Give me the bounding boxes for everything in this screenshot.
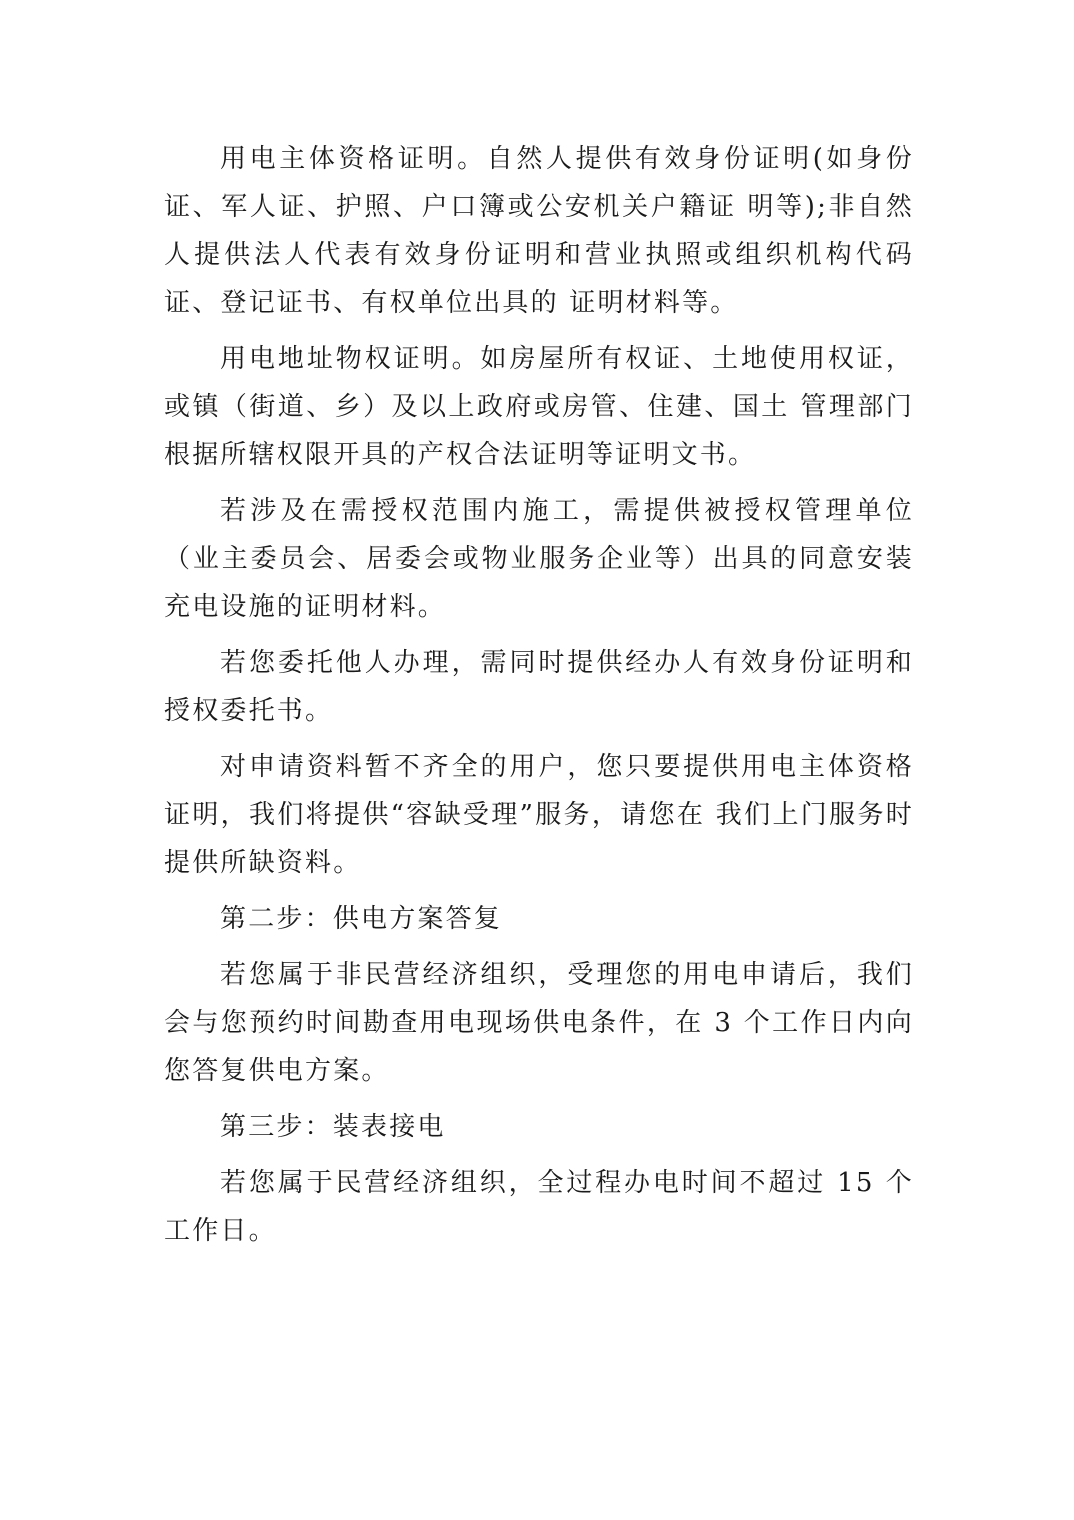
step3-text: 若您属于民营经济组织，全过程办电时间不超过 15 个工作日。 <box>164 1168 914 1246</box>
document-body <box>164 135 914 1255</box>
paragraph-tolerance-acceptance: 对申请资料暂不齐全的用户，您只要提供用电主体资格证明，我们将提供“容缺受理”服务，请您在 我们上门服务时提供所缺资料。 <box>164 752 914 878</box>
step2-text: 若您属于非民营经济组织，受理您的用电申请后，我们会与您预约时间勘查用电现场供电条件，在 3 个工作日内向您答复供电方案。 <box>164 960 914 1086</box>
paragraph-authorization-scope: 若涉及在需授权范围内施工，需提供被授权管理单位（业主委员会、居委会或物业服务企业等）出具的同意安装充电设施的证明材料。 <box>164 496 914 622</box>
step3-heading: 第三步：装表接电 <box>220 1112 446 1142</box>
paragraph-property-proof: 用电地址物权证明。如房屋所有权证、土地使用权证，或镇（街道、乡）及以上政府或房管、住建、国土 管理部门根据所辖权限开具的产权合法证明等证明文书。 <box>164 344 914 470</box>
step2-heading: 第二步：供电方案答复 <box>220 904 503 934</box>
paragraph-entrusted-agent: 若您委托他人办理，需同时提供经办人有效身份证明和授权委托书。 <box>164 648 914 726</box>
paragraph-subject-qualification: 用电主体资格证明。自然人提供有效身份证明(如身份证、军人证、护照、户口簿或公安机关户籍证 明等);非自然人提供法人代表有效身份证明和营业执照或组织机构代码证、登记证书、有权单位出具的 证明材料等。 <box>164 144 914 318</box>
